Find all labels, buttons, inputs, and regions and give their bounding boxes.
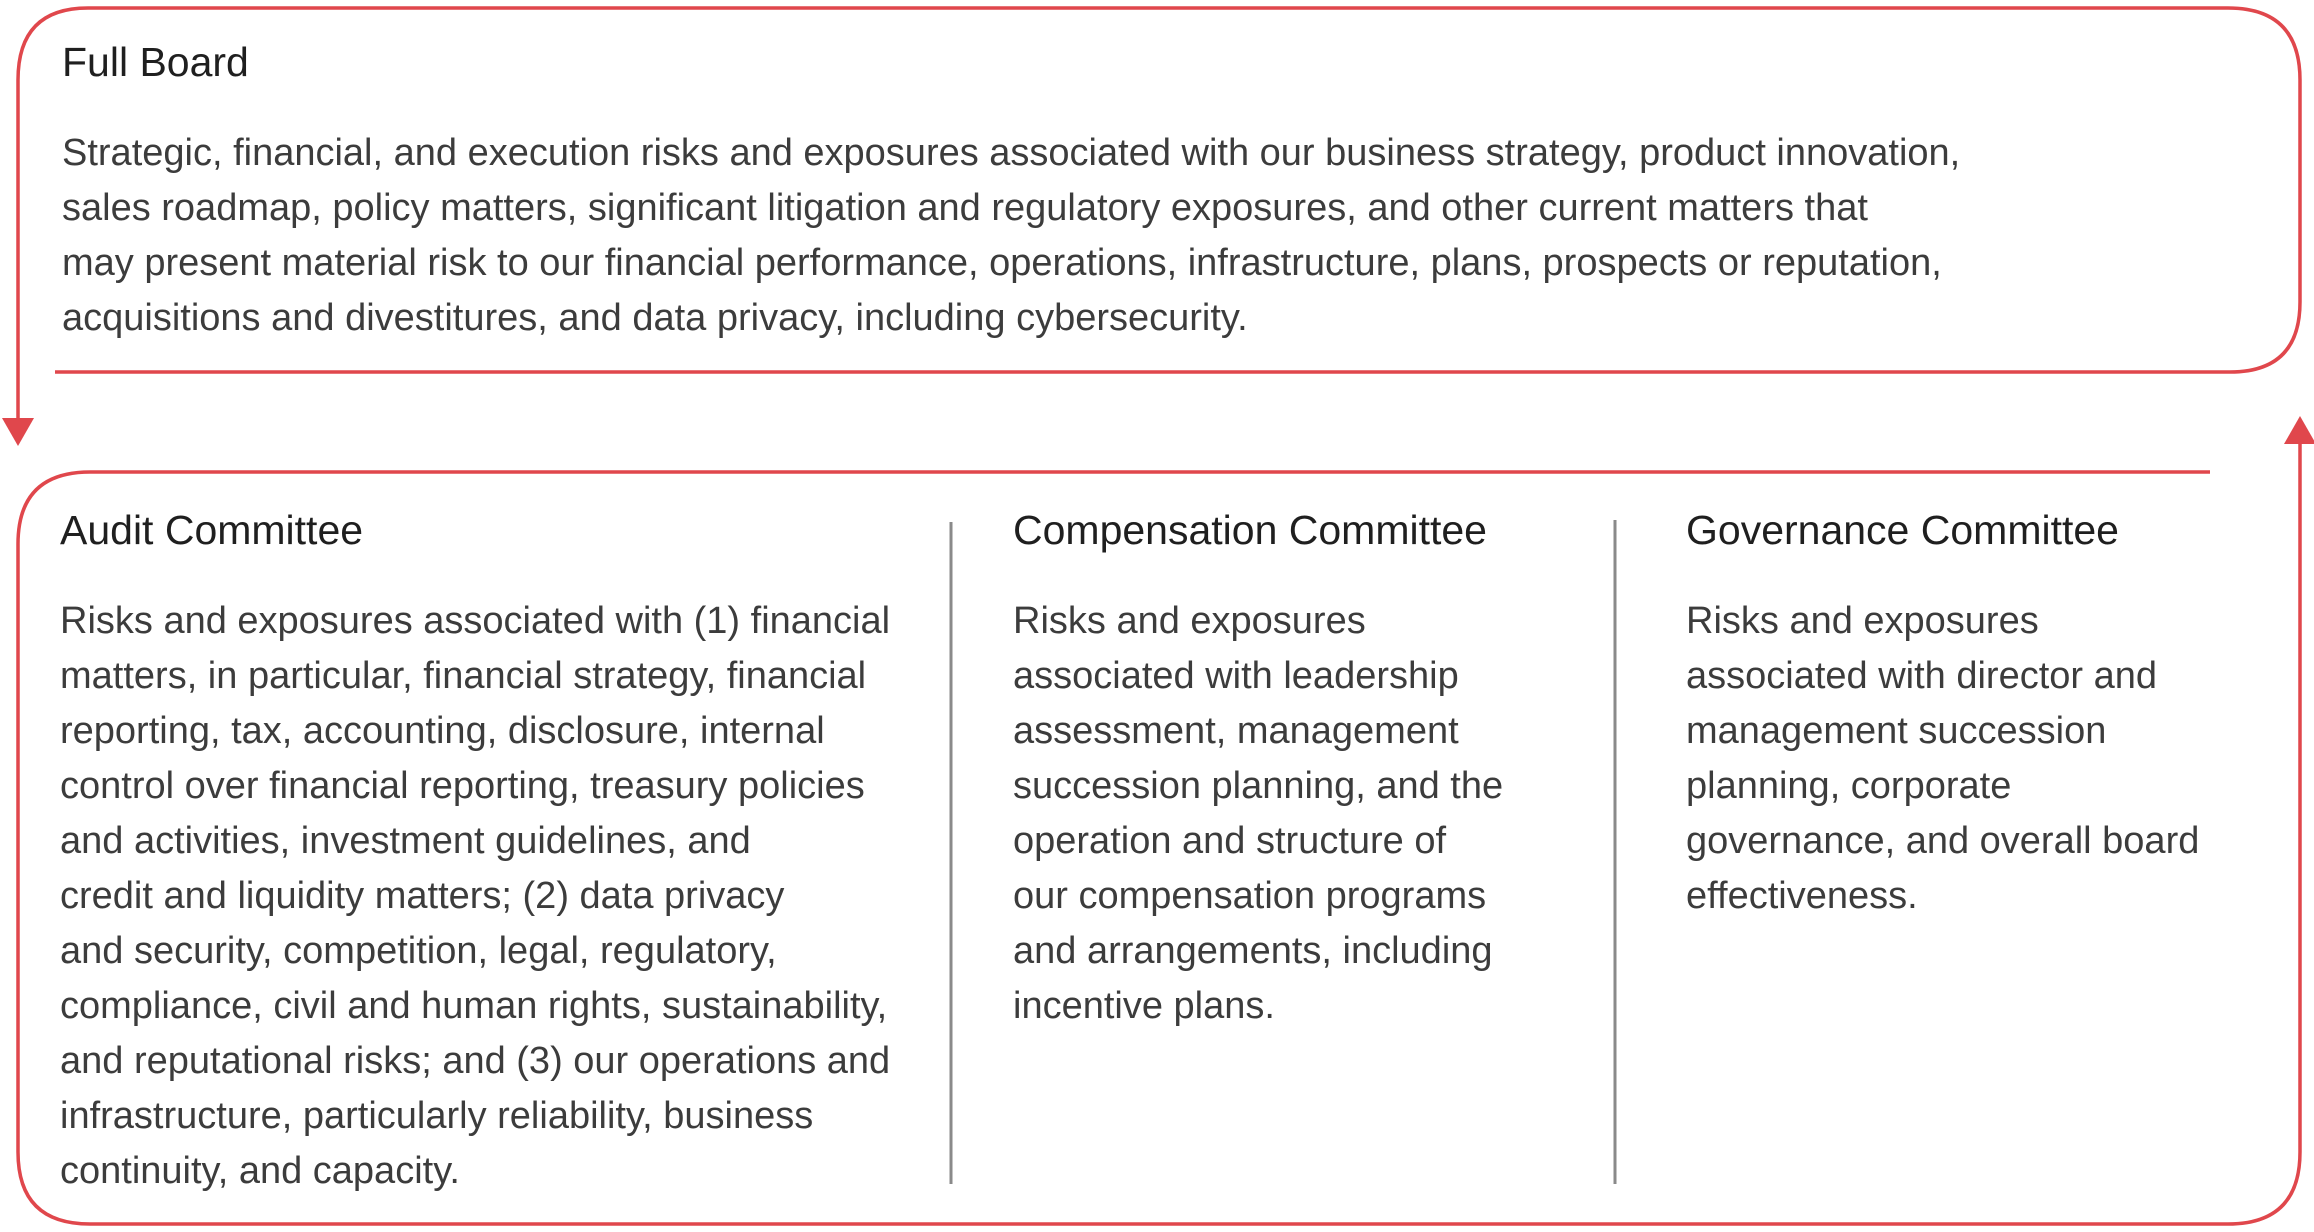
governance-committee-description: Risks and exposures associated with director and management succession planning, corporate governance, and overall board effectiveness. [1686,600,2200,917]
up-arrow-icon [2284,416,2314,444]
audit-committee-description: Risks and exposures associated with (1) financial matters, in particular, financial strategy, financial reporting, tax, accounting, disclosure, internal control over financial reporting, treasury policies and activities, investment guidelines, and credit and liquidity matters; (2) data privacy and security, competition, legal, regulatory, compliance, civil and human rights, sustainability, and reputational risks; and (3) our operations and infrastructure, particularly reliability, business continuity, and capacity. [60,600,891,1192]
down-arrow-icon [2,418,34,446]
compensation-committee-title: Compensation Committee [1013,507,1487,553]
compensation-committee-description: Risks and exposures associated with leadership assessment, management succession planning, and the operation and structure of our compensation programs and arrangements, including incentive plans. [1013,600,1504,1027]
governance-committee-title: Governance Committee [1686,507,2119,553]
full-board-description: Strategic, financial, and execution risks and exposures associated with our business strategy, product innovation, sales roadmap, policy matters, significant litigation and regulatory exposures, and other current matters that may present material risk to our financial performance, operations, infrastructure, plans, prospects or reputation, acquisitions and divestitures, and data privacy, including cybersecurity. [62,132,1961,339]
full-board-title: Full Board [62,39,249,85]
audit-committee-title: Audit Committee [60,507,364,553]
